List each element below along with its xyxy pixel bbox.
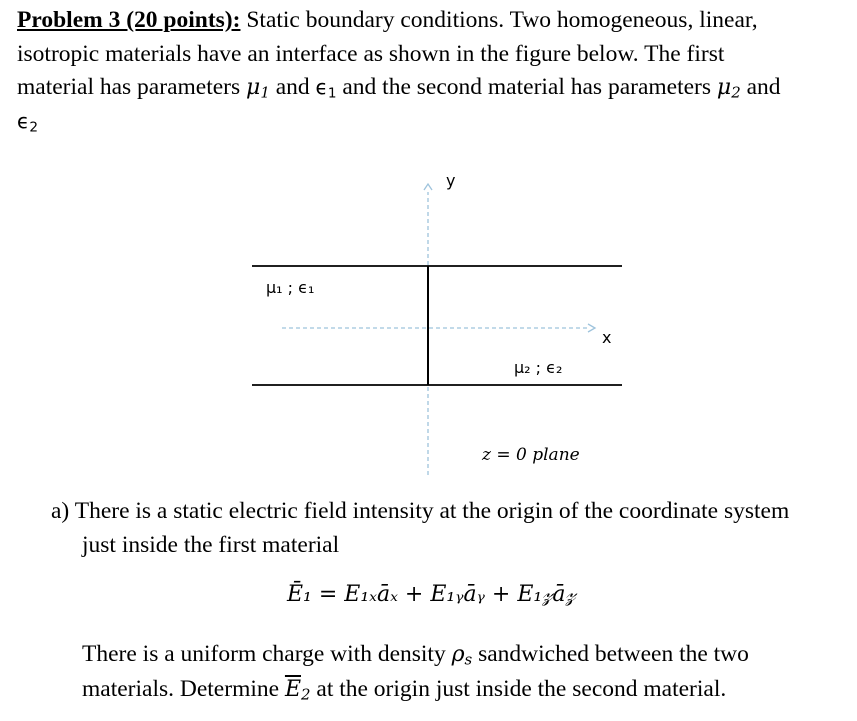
eps2-symbol: $\epsilon_2$: [17, 108, 38, 135]
part-a: [51, 495, 851, 562]
and-text-2: and: [740, 74, 781, 100]
intro-line-3a: material has parameters: [17, 74, 247, 100]
e2-symbol: $\overline{E}_2$: [284, 677, 311, 704]
eps1-symbol: $\epsilon_1$: [315, 75, 337, 102]
mu2-symbol: $\mu_2$: [716, 75, 741, 102]
intro-line-1: Static boundary conditions. Two homogeneous, linear,: [240, 7, 758, 33]
part-a-letter: a): [51, 498, 70, 524]
field-equation: Ē₁ = E₁ₓāₓ + E₁ᵧāᵧ + E₁𝓏ā𝓏: [287, 582, 576, 607]
and-text-1: and: [269, 74, 316, 100]
mu1-symbol: $\mu_1$: [246, 75, 270, 102]
x-axis-arrow-icon: [588, 324, 595, 332]
plane-label: z = 0 plane: [482, 445, 580, 465]
question-line2a: materials. Determine: [82, 676, 285, 702]
region2-label: μ₂ ; ϵ₂: [514, 358, 563, 377]
intro-line-2: isotropic materials have an interface as shown in the figure below. The first: [17, 40, 725, 67]
problem-title: Problem 3 (20 points):: [17, 7, 241, 33]
y-axis-label: y: [446, 171, 456, 190]
question-line2b: at the origin just inside the second material.: [310, 676, 727, 702]
rho-symbol: $\rho_s$: [451, 642, 473, 669]
intro-line-3b: and the second material has parameters: [336, 74, 717, 100]
region1-label: μ₁ ; ϵ₁: [266, 278, 315, 297]
question-line1a: There is a uniform charge with density: [82, 641, 452, 667]
y-axis-arrow-icon: [424, 184, 432, 190]
part-a-line2: just inside the first material: [82, 531, 340, 558]
part-a-line1: There is a static electric field intensity at the origin of the coordinate system: [74, 498, 790, 524]
question-line1b: sandwiched between the two: [472, 641, 749, 667]
part-a-question: [82, 637, 842, 707]
x-axis-label: x: [602, 328, 612, 347]
